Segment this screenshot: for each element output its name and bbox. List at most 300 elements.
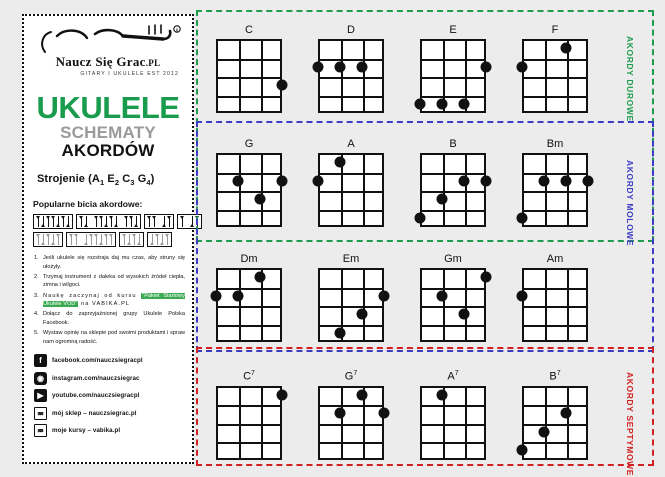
section-label-minor <box>624 160 634 246</box>
tip-number: 4. <box>34 311 39 318</box>
social-links <box>31 354 185 437</box>
string-line <box>363 41 365 111</box>
string-line <box>545 41 547 111</box>
instagram-icon: ◉ <box>34 372 47 385</box>
social-link-row[interactable] <box>34 354 185 367</box>
chord-G7[interactable] <box>300 370 402 460</box>
fret-line <box>218 306 280 308</box>
tuning-num-2: 2 <box>114 177 120 187</box>
fret-line <box>218 442 280 444</box>
fretboard-grid <box>420 268 486 342</box>
fret-line <box>422 77 484 79</box>
finger-dot <box>561 43 572 54</box>
brand-word-3: Grac <box>116 54 146 69</box>
brand-wordmark <box>31 54 185 70</box>
strum-arrow-up-icon <box>104 216 108 227</box>
chord-G[interactable] <box>198 138 300 227</box>
fretboard-diagram <box>522 153 588 227</box>
strumming-pattern-pattern-8 <box>147 232 172 247</box>
finger-dot <box>211 290 222 301</box>
finger-dot <box>415 212 426 223</box>
fretboard-diagram <box>318 386 384 460</box>
finger-dot <box>437 389 448 400</box>
tuning-open: ( <box>88 172 92 185</box>
finger-dot <box>517 445 528 456</box>
finger-dot <box>255 194 266 205</box>
tuning-prefix: Strojenie <box>37 172 85 185</box>
fret-line <box>218 288 280 290</box>
section-label-seventh <box>624 372 634 476</box>
strum-arrow-down-icon <box>46 216 50 227</box>
tuning-close: ) <box>150 172 155 185</box>
tip-item <box>34 310 185 327</box>
tip-text: Naukę zaczynaj od kursu "Pakiet Startowy Ukulele VOD" na VABIKA.PL <box>43 292 185 308</box>
strumming-row <box>33 232 185 247</box>
string-line <box>465 388 467 458</box>
string-line <box>545 155 547 225</box>
strum-arrow-down-icon <box>36 216 40 227</box>
fretboard-grid <box>420 153 486 227</box>
strumming-pattern-pattern-5 <box>33 232 63 247</box>
finger-dot <box>583 175 594 186</box>
fret-line <box>320 405 382 407</box>
social-link-text[interactable]: youtube.com/nauczsiegracpl <box>52 392 140 400</box>
tuning-note-3: C <box>122 172 131 185</box>
fret-line <box>524 77 586 79</box>
tip-highlight[interactable]: "Pakiet Startowy Ukulele VOD" <box>43 292 185 308</box>
finger-dot <box>481 175 492 186</box>
strum-arrow-up-icon <box>162 216 166 227</box>
finger-dot <box>357 309 368 320</box>
finger-dot <box>415 98 426 109</box>
strum-arrow-up-icon <box>66 216 70 227</box>
tip-text: Trzymaj instrument z daleka od wysokich źródeł ciepła, zimna i wilgoci. <box>43 273 185 289</box>
strum-arrow-down-icon <box>36 234 40 245</box>
tip-text: Dołącz do zaprzyjaźnionej grupy Ukulele Polska Facebook. <box>43 311 185 326</box>
chord-name-label: Em <box>342 253 360 265</box>
chord-C[interactable] <box>198 24 300 113</box>
string-line <box>239 270 241 340</box>
fret-line <box>524 306 586 308</box>
fret-line <box>422 288 484 290</box>
fret-line <box>524 288 586 290</box>
fretboard-diagram <box>522 39 588 113</box>
ukulele-outline-icon <box>31 22 185 56</box>
fret-line <box>422 173 484 175</box>
fret-line <box>320 59 382 61</box>
chord-B7[interactable] <box>504 370 606 460</box>
strum-arrow-down-icon <box>94 234 98 245</box>
fret-line <box>320 210 382 212</box>
tip-item <box>34 329 185 346</box>
fret-line <box>218 405 280 407</box>
fretboard-diagram <box>522 386 588 460</box>
string-line <box>239 155 241 225</box>
strumming-pattern-pattern-3 <box>144 214 174 229</box>
fret-line <box>524 96 586 98</box>
finger-dot <box>517 290 528 301</box>
strum-arrow-down-icon <box>165 234 169 245</box>
chord-name-label: A <box>347 138 355 150</box>
finger-dot <box>277 80 288 91</box>
string-line <box>465 270 467 340</box>
title-schematy: SCHEMATY <box>60 123 156 142</box>
chord-name-label: Dm <box>240 253 258 265</box>
finger-dot <box>335 157 346 168</box>
strum-arrow-down-icon <box>109 216 113 227</box>
fretboard-grid <box>318 39 384 113</box>
finger-dot <box>277 389 288 400</box>
title-ukulele: UKULELE <box>36 90 180 125</box>
strum-arrow-down-icon <box>147 216 151 227</box>
fret-line <box>218 59 280 61</box>
strum-arrow-down-icon <box>46 234 50 245</box>
string-line <box>545 270 547 340</box>
fretboard-diagram <box>216 39 282 113</box>
string-line <box>261 155 263 225</box>
strum-arrow-up-icon <box>51 234 55 245</box>
brand-tagline: GITARY I UKULELE EST 2012 <box>80 71 179 77</box>
fret-line <box>524 191 586 193</box>
brand-logo <box>31 22 185 82</box>
fret-line <box>422 405 484 407</box>
fret-line <box>422 442 484 444</box>
fretboard-diagram <box>216 386 282 460</box>
fret-line <box>218 424 280 426</box>
strum-arrow-up-icon <box>160 234 164 245</box>
fret-line <box>320 306 382 308</box>
fret-line <box>524 424 586 426</box>
fret-line <box>524 210 586 212</box>
finger-dot <box>539 426 550 437</box>
fretboard-diagram <box>420 386 486 460</box>
social-link-row[interactable] <box>34 372 185 385</box>
fret-line <box>524 59 586 61</box>
strum-arrow-down-icon <box>56 234 60 245</box>
strumming-pattern-pattern-1 <box>33 214 73 229</box>
chord-Dm[interactable] <box>198 253 300 342</box>
strum-arrow-down-icon <box>109 234 113 245</box>
finger-dot <box>459 98 470 109</box>
chord-row <box>198 253 606 342</box>
strumming-pattern-pattern-7 <box>119 232 144 247</box>
fretboard-grid <box>216 153 282 227</box>
strum-arrow-down-icon <box>180 216 184 227</box>
chord-E[interactable] <box>402 24 504 113</box>
tip-number: 3. <box>34 292 39 299</box>
fretboard-diagram <box>318 39 384 113</box>
fret-line <box>218 325 280 327</box>
fret-line <box>320 442 382 444</box>
strum-arrow-down-icon <box>89 234 93 245</box>
fret-line <box>320 77 382 79</box>
strumming-pattern-pattern-6 <box>66 232 116 247</box>
strum-arrow-up-icon <box>134 216 138 227</box>
finger-dot <box>437 98 448 109</box>
string-line <box>261 41 263 111</box>
string-line <box>567 155 569 225</box>
string-line <box>341 41 343 111</box>
section-label-seventh-l2: SEPTYMOWE <box>624 415 635 477</box>
strumming-pattern-pattern-2 <box>76 214 141 229</box>
finger-dot <box>459 175 470 186</box>
strum-arrow-up-icon <box>41 216 45 227</box>
string-line <box>239 388 241 458</box>
string-line <box>363 155 365 225</box>
chord-B[interactable] <box>402 138 504 227</box>
fretboard-diagram <box>216 268 282 342</box>
section-label-major <box>624 36 634 122</box>
tuning-note-4: G <box>137 172 147 185</box>
strum-arrow-up-icon <box>127 234 131 245</box>
finger-dot <box>539 175 550 186</box>
finger-dot <box>357 389 368 400</box>
finger-dot <box>233 290 244 301</box>
chord-name-superscript: 7 <box>556 370 561 377</box>
finger-dot <box>277 175 288 186</box>
tuning-num-1: 1 <box>99 177 105 187</box>
fretboard-grid <box>318 153 384 227</box>
fret-line <box>320 424 382 426</box>
strum-arrow-down-icon <box>51 216 55 227</box>
fretboard-grid <box>216 268 282 342</box>
tip-number: 1. <box>34 254 39 261</box>
section-label-major-l1: AKORDY <box>624 36 635 77</box>
string-line <box>443 270 445 340</box>
brand-word-1: Naucz <box>55 54 92 69</box>
chord-name-label: D <box>347 24 355 36</box>
fret-line <box>422 59 484 61</box>
svg-text:R: R <box>175 27 179 33</box>
strum-arrow-down-icon <box>99 216 103 227</box>
finger-dot <box>481 61 492 72</box>
strumming-row <box>33 214 185 229</box>
fret-line <box>422 306 484 308</box>
strum-arrow-up-icon <box>84 216 88 227</box>
social-link-row[interactable] <box>34 389 185 402</box>
fretboard-grid <box>522 386 588 460</box>
fret-line <box>422 191 484 193</box>
shop-icon: ⌨ <box>34 407 47 420</box>
fretboard-diagram <box>420 153 486 227</box>
chord-name-label: Gm <box>444 253 462 265</box>
courses-icon: ⌨ <box>34 424 47 437</box>
finger-dot <box>437 290 448 301</box>
strum-arrow-down-icon <box>155 234 159 245</box>
fret-line <box>422 210 484 212</box>
fretboard-grid <box>216 386 282 460</box>
chord-name-label: $G^7$ <box>344 370 358 383</box>
strum-arrow-down-icon <box>129 216 133 227</box>
strumming-patterns <box>31 214 185 247</box>
section-label-minor-l2: MOLOWE <box>624 203 635 247</box>
tip-number: 2. <box>34 273 39 280</box>
string-line <box>341 388 343 458</box>
tip-number: 5. <box>34 330 39 337</box>
fret-line <box>218 77 280 79</box>
chord-Gm[interactable] <box>402 253 504 342</box>
chord-A[interactable] <box>300 138 402 227</box>
strum-arrow-down-icon <box>74 234 78 245</box>
tips-list <box>31 254 185 347</box>
fretboard-grid <box>522 39 588 113</box>
tuning-note-2: E <box>107 172 115 185</box>
fretboard-diagram <box>318 268 384 342</box>
title-akordow: AKORDÓW <box>61 140 155 160</box>
finger-dot <box>233 175 244 186</box>
string-line <box>239 41 241 111</box>
string-line <box>567 270 569 340</box>
finger-dot <box>517 61 528 72</box>
finger-dot <box>313 175 324 186</box>
tip-item <box>34 292 185 309</box>
facebook-icon: f <box>34 354 47 367</box>
chord-name-label: $A^7$ <box>447 370 459 383</box>
fretboard-diagram <box>318 153 384 227</box>
section-label-major-l2: DUROWE <box>624 79 635 122</box>
finger-dot <box>561 408 572 419</box>
strum-arrow-down-icon <box>124 216 128 227</box>
strum-arrow-down-icon <box>122 234 126 245</box>
fretboard-diagram <box>522 268 588 342</box>
fret-line <box>524 173 586 175</box>
chord-Bm[interactable] <box>504 138 606 227</box>
fret-line <box>422 424 484 426</box>
social-link-text[interactable]: mój sklep – nauczsiegrac.pl <box>52 409 137 417</box>
finger-dot <box>517 212 528 223</box>
fret-line <box>524 442 586 444</box>
tuning-num-3: 3 <box>130 177 135 187</box>
finger-dot <box>379 408 390 419</box>
social-link-text[interactable]: moje kursy – vabika.pl <box>52 427 121 435</box>
fretboard-grid <box>522 153 588 227</box>
fret-line <box>524 325 586 327</box>
tip-text: Wystaw opinię na sklepie pod swoimi produktami i spraw nam ogromną radość. <box>43 330 185 345</box>
finger-dot <box>313 61 324 72</box>
youtube-icon: ▶ <box>34 389 47 402</box>
strum-arrow-up-icon <box>56 216 60 227</box>
strum-arrow-up-icon <box>150 234 154 245</box>
fretboard-grid <box>522 268 588 342</box>
finger-dot <box>335 408 346 419</box>
string-line <box>567 388 569 458</box>
social-link-row[interactable] <box>34 424 185 437</box>
social-link-row[interactable] <box>34 407 185 420</box>
finger-dot <box>335 327 346 338</box>
strum-arrow-up-icon <box>114 216 118 227</box>
finger-dot <box>335 61 346 72</box>
strum-arrow-down-icon <box>61 216 65 227</box>
tuning-num-4: 4 <box>146 177 151 187</box>
string-line <box>363 270 365 340</box>
fretboard-diagram <box>420 39 486 113</box>
social-link-text[interactable]: instagram.com/nauczsiegrac <box>52 374 140 382</box>
fret-line <box>320 173 382 175</box>
finger-dot <box>437 194 448 205</box>
brand-word-2: Się <box>95 54 113 69</box>
finger-dot <box>481 272 492 283</box>
chord-name-superscript: 7 <box>353 370 358 377</box>
finger-dot <box>255 272 266 283</box>
chord-C7[interactable] <box>198 370 300 460</box>
strumming-heading: Popularne bicia akordowe: <box>33 198 143 209</box>
section-label-seventh-l1: AKORDY <box>624 372 635 413</box>
chord-name-superscript: 7 <box>251 370 255 377</box>
strum-arrow-up-icon <box>99 234 103 245</box>
chord-D[interactable] <box>300 24 402 113</box>
chord-row <box>198 138 606 227</box>
tip-text: Jeśli ukulele się rozstraja daj mu czas, aby struny się ułożyły. <box>43 254 185 270</box>
string-line <box>465 155 467 225</box>
strum-arrow-down-icon <box>132 234 136 245</box>
tip-item <box>34 254 185 271</box>
fret-line <box>320 96 382 98</box>
chord-row <box>198 370 606 460</box>
fretboard-grid <box>420 386 486 460</box>
fretboard-grid <box>420 39 486 113</box>
fret-line <box>218 210 280 212</box>
fret-line <box>218 191 280 193</box>
info-panel <box>22 14 194 464</box>
fretboard-grid <box>318 386 384 460</box>
chord-Am[interactable] <box>504 253 606 342</box>
strum-arrow-down-icon <box>94 216 98 227</box>
string-line <box>545 388 547 458</box>
strum-arrow-up-icon <box>137 234 141 245</box>
fretboard-grid <box>216 39 282 113</box>
social-link-text[interactable]: facebook.com/nauczsiegracpl <box>52 357 143 365</box>
strum-arrow-up-icon <box>190 216 194 227</box>
string-line <box>443 155 445 225</box>
tuning-note-1: A <box>91 172 100 185</box>
finger-dot <box>379 290 390 301</box>
chord-Em[interactable] <box>300 253 402 342</box>
fretboard-diagram <box>420 268 486 342</box>
tip-item <box>34 273 185 290</box>
chord-name-label: Bm <box>546 138 564 150</box>
strum-arrow-up-icon <box>41 234 45 245</box>
string-line <box>261 388 263 458</box>
chord-name-label: C <box>245 24 253 36</box>
fretboard-grid <box>318 268 384 342</box>
section-label-minor-l1: AKORDY <box>624 160 635 201</box>
strum-arrow-down-icon <box>152 216 156 227</box>
chord-name-label: B <box>449 138 457 150</box>
strum-arrow-down-icon <box>167 216 171 227</box>
fret-line <box>422 96 484 98</box>
finger-dot <box>357 61 368 72</box>
chord-name-label: E <box>449 24 457 36</box>
strum-arrow-down-icon <box>104 234 108 245</box>
chord-diagram-grid <box>198 10 650 468</box>
brand-word-4: .PL <box>145 58 161 68</box>
chord-F[interactable] <box>504 24 606 113</box>
chord-row <box>198 24 606 113</box>
chord-name-label: Am <box>546 253 564 265</box>
strum-arrow-up-icon <box>84 234 88 245</box>
fret-line <box>218 96 280 98</box>
chord-name-label: $B^7$ <box>549 370 561 383</box>
tuning-label <box>31 173 185 187</box>
fret-line <box>320 191 382 193</box>
finger-dot <box>561 175 572 186</box>
fret-line <box>320 325 382 327</box>
strum-arrow-down-icon <box>69 234 73 245</box>
strum-arrow-down-icon <box>79 216 83 227</box>
fret-line <box>218 173 280 175</box>
chord-A7[interactable] <box>402 370 504 460</box>
fretboard-diagram <box>216 153 282 227</box>
